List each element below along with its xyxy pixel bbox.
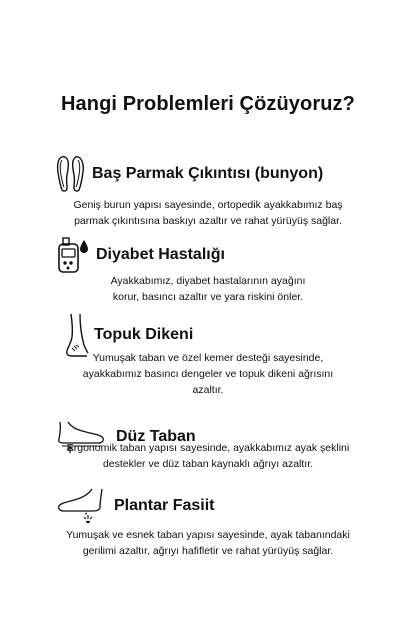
section-header — [56, 236, 225, 274]
plantar-fasciitis-foot-icon — [56, 488, 106, 524]
description-line: Geniş burun yapısı sayesinde, ortopedik ayakkabımız baş — [73, 199, 343, 211]
description-line: azaltır. — [192, 384, 224, 396]
section-header — [56, 155, 323, 193]
description-line: gerilimi azaltır, ağrıyı hafifletir ve rahat yürüyüş sağlar. — [82, 545, 334, 557]
description-line: destekler ve düz taban kaynaklı ağrıyı azaltır. — [102, 458, 314, 470]
section-heading: Diyabet Hastalığı — [96, 246, 225, 263]
description-line: korur, basıncı azaltır ve yara riskini önler. — [112, 291, 304, 303]
section-description — [40, 527, 376, 559]
description-line: Yumuşak ve esnek taban yapısı sayesinde, ayak tabanındaki — [66, 529, 350, 541]
description-line: Yumuşak taban ve özel kemer desteği sayesinde, — [92, 352, 324, 364]
section-heading: Plantar Fasiit — [114, 497, 215, 514]
section-description — [40, 440, 376, 472]
description-line: Ergonomik taban yapısı sayesinde, ayakkabımız ayak şeklini — [66, 442, 350, 454]
section-description — [40, 350, 376, 398]
section-heading: Düz Taban — [116, 428, 196, 445]
description-line: parmak çıkıntısına baskıyı azaltır ve rahat yürüyüş sağlar. — [74, 215, 342, 227]
section-heading: Baş Parmak Çıkıntısı (bunyon) — [92, 165, 324, 182]
description-line: ayakkabımız basıncı dengeler ve topuk dikeni ağrısını — [82, 368, 334, 380]
page-title: Hangi Problemleri Çözüyoruz? — [61, 93, 355, 115]
section-header — [56, 488, 214, 524]
section-description — [40, 273, 376, 305]
glucose-meter-icon — [56, 236, 90, 274]
description-line: Ayakkabımız, diyabet hastalarının ayağını — [110, 275, 306, 287]
section-heading: Topuk Dikeni — [94, 326, 194, 343]
section-description — [40, 197, 376, 229]
bunion-feet-icon — [56, 155, 86, 193]
